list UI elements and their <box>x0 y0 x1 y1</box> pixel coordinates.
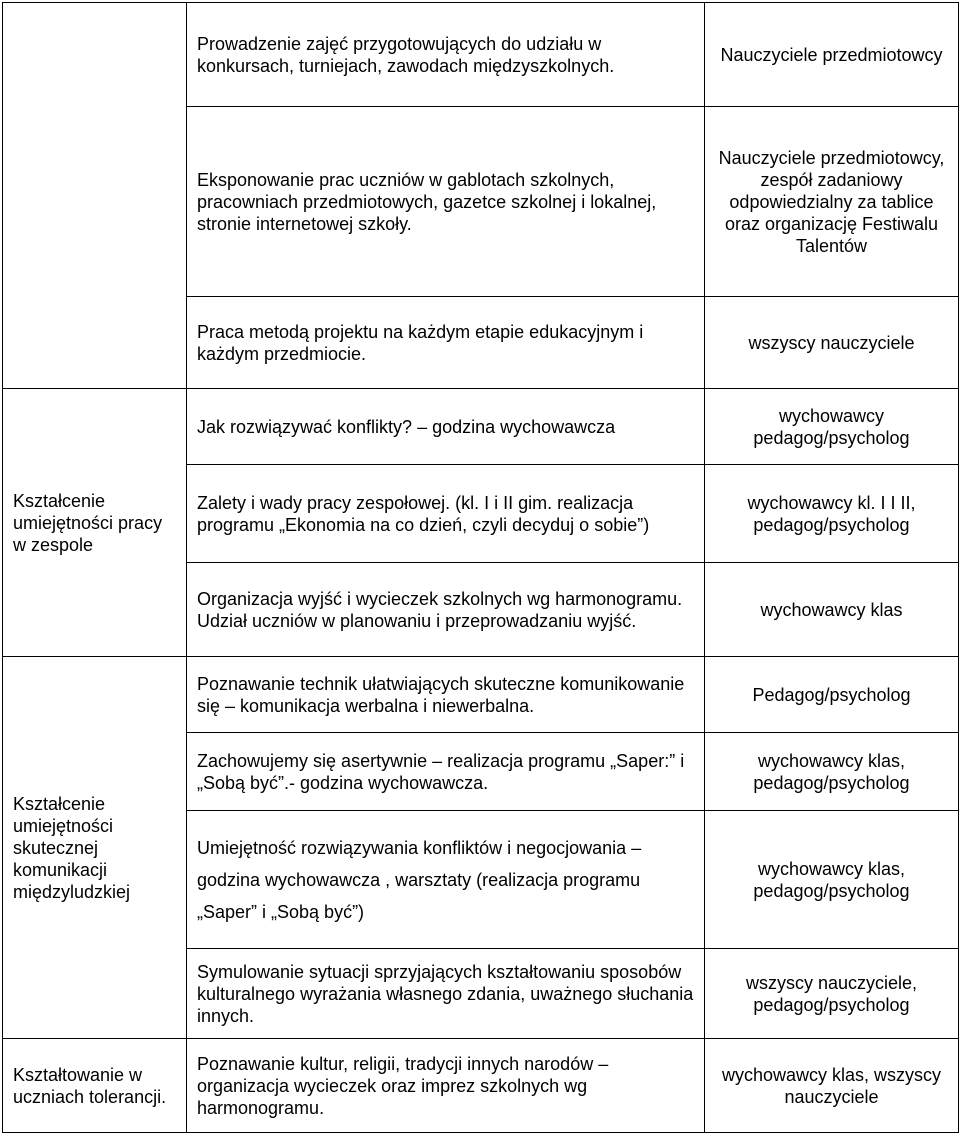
responsible-cell: Pedagog/psycholog <box>705 657 959 733</box>
responsible-cell: wychowawcy klas, pedagog/psycholog <box>705 811 959 949</box>
responsible-cell: wychowawcy klas <box>705 563 959 657</box>
task-cell: Poznawanie technik ułatwiających skuteczne komunikowanie się – komunikacja werbalna i niewerbalna. <box>187 657 705 733</box>
task-cell: Eksponowanie prac uczniów w gablotach szkolnych, pracowniach przedmiotowych, gazetce szkolnej i lokalnej, stronie internetowej szkoły. <box>187 107 705 297</box>
task-cell: Jak rozwiązywać konflikty? – godzina wychowawcza <box>187 389 705 465</box>
responsible-cell: wszyscy nauczyciele, pedagog/psycholog <box>705 949 959 1039</box>
task-cell: Prowadzenie zajęć przygotowujących do udziału w konkursach, turniejach, zawodach międzyszkolnych. <box>187 3 705 107</box>
responsible-cell: wszyscy nauczyciele <box>705 297 959 389</box>
task-cell: Zalety i wady pracy zespołowej. (kl. I i II gim. realizacja programu „Ekonomia na co dzień, czyli decyduj o sobie”) <box>187 465 705 563</box>
responsible-cell: wychowawcy klas, wszyscy nauczyciele <box>705 1039 959 1133</box>
area-cell: Kształtowanie w uczniach tolerancji. <box>3 1039 187 1133</box>
table-row <box>3 3 959 107</box>
area-cell: Kształcenie umiejętności skutecznej komunikacji międzyludzkiej <box>3 657 187 1039</box>
task-cell: Praca metodą projektu na każdym etapie edukacyjnym i każdym przedmiocie. <box>187 297 705 389</box>
responsible-cell: wychowawcy klas, pedagog/psycholog <box>705 733 959 811</box>
program-table <box>2 2 959 1133</box>
area-cell: Kształcenie umiejętności pracy w zespole <box>3 389 187 657</box>
table-row <box>3 657 959 733</box>
task-cell: Organizacja wyjść i wycieczek szkolnych wg harmonogramu. Udział uczniów w planowaniu i przeprowadzaniu wyjść. <box>187 563 705 657</box>
task-cell: Umiejętność rozwiązywania konfliktów i negocjowania – godzina wychowawcza , warsztaty (realizacja programu „Saper” i „Sobą być”) <box>187 811 705 949</box>
table-row <box>3 389 959 465</box>
task-cell: Poznawanie kultur, religii, tradycji innych narodów – organizacja wycieczek oraz imprez szkolnych wg harmonogramu. <box>187 1039 705 1133</box>
task-cell: Symulowanie sytuacji sprzyjających kształtowaniu sposobów kulturalnego wyrażania własnego zdania, uważnego słuchania innych. <box>187 949 705 1039</box>
responsible-cell: wychowawcy pedagog/psycholog <box>705 389 959 465</box>
responsible-cell: Nauczyciele przedmiotowcy, zespół zadaniowy odpowiedzialny za tablice oraz organizację Festiwalu Talentów <box>705 107 959 297</box>
task-cell: Zachowujemy się asertywnie – realizacja programu „Saper:” i „Sobą być”.- godzina wychowawcza. <box>187 733 705 811</box>
area-cell <box>3 3 187 389</box>
table-row <box>3 1039 959 1133</box>
responsible-cell: wychowawcy kl. I I II, pedagog/psycholog <box>705 465 959 563</box>
responsible-cell: Nauczyciele przedmiotowcy <box>705 3 959 107</box>
